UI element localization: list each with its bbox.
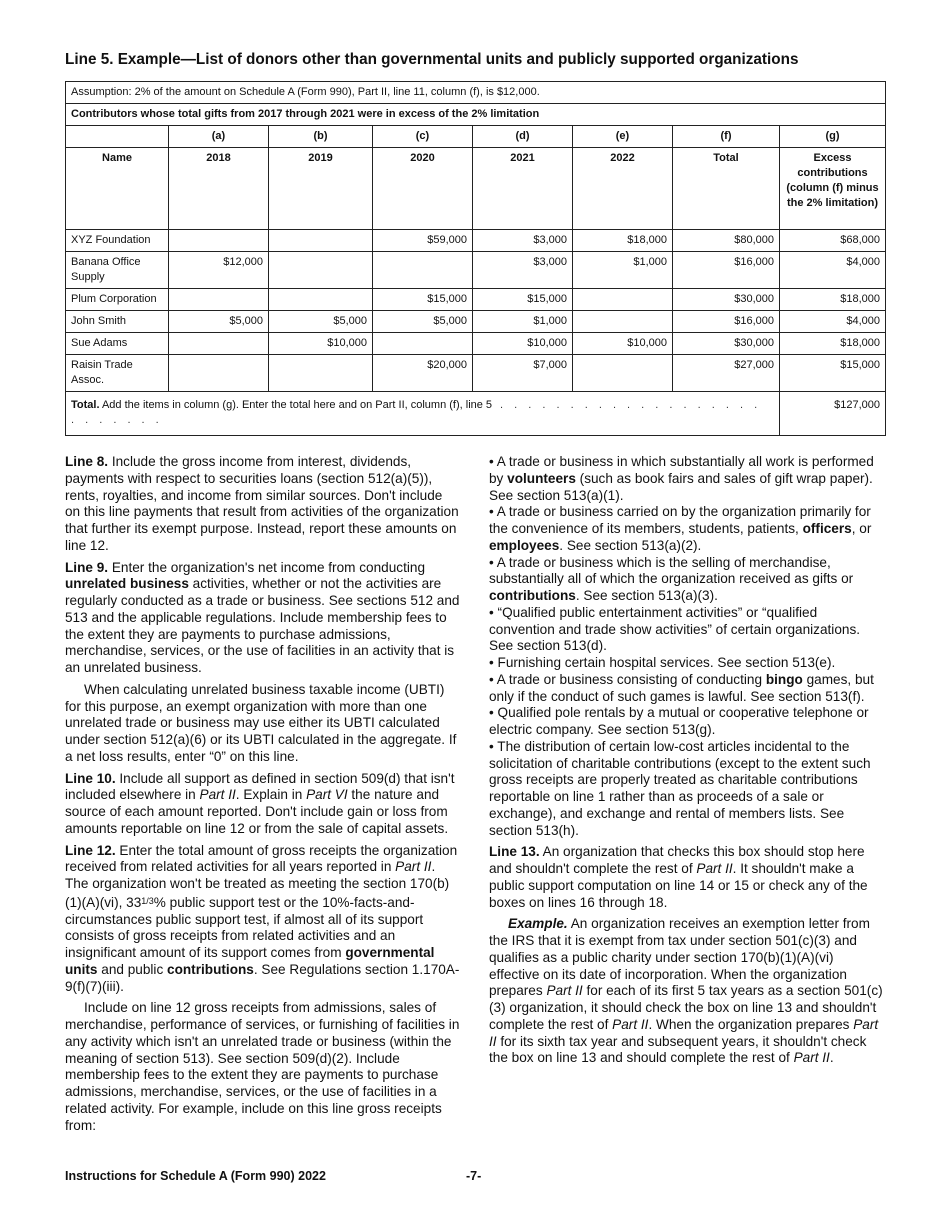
total-instructions: Add the items in column (g). Enter the total here and on Part II, column (f), line 5 [99,399,493,411]
footer-page-number: -7- [466,1169,482,1183]
amount-cell: $15,000 [373,289,473,311]
bold-term: employees [489,537,560,553]
text-run: . It shouldn't make a public support computation on line 14 or 15 or check any of the boxes on lines 16 through 18. [489,861,868,910]
italic-ref: Part II [612,1016,649,1032]
text-run: , or [851,521,872,536]
amount-cell: $18,000 [780,289,886,311]
column-header: Name [66,148,169,230]
amount-cell [169,355,269,392]
italic-ref: Part II [489,1016,879,1049]
column-header-row [66,148,886,230]
bullet-item [489,454,885,504]
bold-term: officers [802,521,852,536]
bullet-item [489,705,885,739]
column-letter: (c) [373,126,473,148]
text-run: An organization receives an exemption letter from the IRS that it is exempt from tax under section 501(c)(3) and qualifies as a public charity under section 170(b)(1)(A)(vi) effective on its date of incorporation. When the organization prepares [489,916,870,999]
column-header: Excess contributions (column (f) minus the 2% limitation) [780,148,886,230]
amount-cell: $16,000 [673,252,780,289]
amount-cell: $5,000 [373,311,473,333]
text-run: . The organization won't be treated as meeting the section 170(b)(1)(A)(vi), 33 [65,859,450,910]
text-run: Include all support as defined in section 509(d) that isn't included elsewhere in [65,770,455,803]
text-run: • Qualified pole rentals by a mutual or cooperative telephone or electric company. See section 513(g). [489,705,869,737]
text-run: . When the organization prepares [648,1016,854,1032]
text-run: When calculating unrelated business taxable income (UBTI) for this purpose, an exempt organization with more than one unrelated trade or business may use either its UBTI calculated under section 512(a)(6) or its UBTI calculated in the aggregate. If a net loss results, enter “0” on this line. [65,681,457,764]
text-run: . See section 513(a)(3). [575,588,718,603]
amount-cell [373,333,473,355]
amount-cell: $7,000 [473,355,573,392]
amount-cell: $80,000 [673,230,780,252]
column-header: 2021 [473,148,573,230]
text-run: % public support test or the 10%-facts-and-circumstances public support test, if almost all of its support consists of gross receipts from related activities and an insignificant amount of its support comes from [65,894,424,960]
contributors-heading: Contributors whose total gifts from 2017 through 2021 were in excess of the 2% limitation [66,104,886,126]
column-letter: (b) [269,126,373,148]
donors-example-table [65,81,886,436]
bullet-item [489,739,885,840]
text-run: • Furnishing certain hospital services. See section 513(e). [489,655,836,670]
text-run: games, but only if the conduct of such games is lawful. See section 513(f). [489,671,874,704]
empty-cell [66,126,169,148]
text-run: activities, whether or not the activities are regularly conducted as a trade or business. See sections 512 and 513 and the applicable regulations. Include membership fees to the extent they are payments to purchase admissions, merchandise, services, or the use of facilities in an activity that is an unrelated business. [65,576,460,675]
amount-cell: $18,000 [573,230,673,252]
donor-name-cell: Banana Office Supply [66,252,169,289]
amount-cell: $68,000 [780,230,886,252]
leader-dots: . . . . . . . . . . . . . . . . . . . . . . . . . . [71,399,762,426]
column-header: 2019 [269,148,373,230]
amount-cell [373,252,473,289]
amount-cell: $59,000 [373,230,473,252]
text-run: • “Qualified public entertainment activities” or “qualified convention and trade show activities” of certain organizations. See section 513(d). [489,604,861,654]
column-letter: (f) [673,126,780,148]
amount-cell: $4,000 [780,252,886,289]
donor-name-cell: Sue Adams [66,333,169,355]
amount-cell [573,311,673,333]
bullet-item [489,555,885,605]
text-run: Include on line 12 gross receipts from admissions, sales of merchandise, performance of services, or furnishing of facilities in any activity which isn't an unrelated trade or business (within the meaning of section 513). See section 509(d)(2). Include membership fees to the extent they are payments to purchase admissions, merchandise, services, or the use of facilities in a related activity. For example, include on this line gross receipts from: [65,1000,460,1133]
paragraph [489,916,885,1067]
bold-term: Line 10. [65,770,116,786]
fraction: 1/3 [141,895,154,906]
amount-cell: $3,000 [473,230,573,252]
column-header: 2018 [169,148,269,230]
amount-cell [269,355,373,392]
italic-ref: Part II [395,859,432,875]
total-label: Total. [71,399,100,411]
footer-document-title: Instructions for Schedule A (Form 990) 2022 [65,1169,326,1183]
text-run: • A trade or business carried on by the organization primarily for the convenience of its members, students, patients, [489,504,871,536]
bold-term: volunteers [507,470,576,486]
text-run: Include the gross income from interest, dividends, payments with respect to securities loans (section 512(a)(5)), rents, royalties, and income from similar sources. Don't include on this line payments that result from activities of the organization that further its exempt purpose. Instead, report these amounts on line 12. [65,454,459,553]
text-run: and public [97,961,168,977]
assumption-note: Assumption: 2% of the amount on Schedule A (Form 990), Part II, line 11, column (f), is $12,000. [66,82,886,104]
amount-cell [269,230,373,252]
total-value: $127,000 [780,392,886,436]
bold-term: contributions [489,588,576,603]
italic-ref: Part II [199,787,236,803]
amount-cell: $3,000 [473,252,573,289]
bullet-item [489,655,885,672]
amount-cell: $12,000 [169,252,269,289]
bold-term: Line 13. [489,844,540,860]
section-title: Line 5. Example—List of donors other than governmental units and publicly supported organizations [65,51,799,68]
text-run: • A trade or business in which substantially all work is performed by [489,454,874,486]
amount-cell: $1,000 [473,311,573,333]
table-row [66,311,886,333]
table-row [66,289,886,311]
amount-cell: $30,000 [673,333,780,355]
bullet-item [489,504,885,554]
amount-cell: $10,000 [473,333,573,355]
amount-cell: $27,000 [673,355,780,392]
column-letter: (a) [169,126,269,148]
text-run: An organization that checks this box should stop here and shouldn't complete the rest of [489,844,865,876]
table-row [66,230,886,252]
total-label-cell [66,392,780,436]
amount-cell [269,289,373,311]
amount-cell [573,289,673,311]
amount-cell: $1,000 [573,252,673,289]
amount-cell [269,252,373,289]
text-run: . Explain in [235,787,307,803]
total-row [66,392,886,436]
paragraph [65,843,461,996]
amount-cell: $20,000 [373,355,473,392]
text-run: the nature and source of each amount reported. Don't include gain or loss from amounts reportable on line 12 or from the sale of capital assets. [65,787,449,836]
text-run: for its sixth tax year and subsequent years, it shouldn't check the box on line 13 and should complete the rest of [489,1033,867,1066]
bold-term: bingo [765,671,803,687]
italic-ref: Part II [793,1050,830,1066]
text-run: (such as book fairs and sales of gift wrap paper). See section 513(a)(1). [489,470,873,503]
column-letter: (g) [780,126,886,148]
amount-cell [169,333,269,355]
paragraph [489,844,885,911]
donor-name-cell: Raisin Trade Assoc. [66,355,169,392]
italic-ref: Part II [696,861,733,876]
amount-cell [169,230,269,252]
text-run: . See section 513(a)(2). [559,537,702,553]
text-run: Enter the organization's net income from conducting [108,559,425,575]
text-run: . See Regulations section 1.170A-9(f)(7)(iii). [65,961,460,994]
bullet-item [489,672,885,706]
bold-term: Line 12. [65,842,116,858]
amount-cell [573,355,673,392]
bold-term: Line 8. [65,454,109,469]
amount-cell: $16,000 [673,311,780,333]
amount-cell: $30,000 [673,289,780,311]
amount-cell [169,289,269,311]
amount-cell: $4,000 [780,311,886,333]
paragraph [65,560,461,677]
right-column [489,454,885,1072]
column-header: 2022 [573,148,673,230]
bold-term: Example. [508,916,568,932]
column-header: 2020 [373,148,473,230]
bullet-item [489,605,885,655]
bold-term: governmental units [65,945,435,977]
column-letter: (e) [573,126,673,148]
italic-ref: Part VI [306,787,348,803]
donor-name-cell: John Smith [66,311,169,333]
bold-term: Line 9. [65,559,109,575]
paragraph [65,682,461,766]
amount-cell: $5,000 [269,311,373,333]
text-run: • A trade or business consisting of conducting [489,671,766,687]
amount-cell: $10,000 [269,333,373,355]
table-row [66,355,886,392]
donor-name-cell: Plum Corporation [66,289,169,311]
amount-cell: $5,000 [169,311,269,333]
column-header: Total [673,148,780,230]
paragraph [65,771,461,838]
text-run: for each of its first 5 tax years as a section 501(c)(3) organization, it should check the box on line 13 and shouldn't complete the rest of [489,983,883,1032]
amount-cell: $18,000 [780,333,886,355]
table-row [66,252,886,289]
bold-term: contributions [167,961,254,977]
left-column [65,454,461,1139]
column-letter: (d) [473,126,573,148]
column-letters-row [66,126,886,148]
paragraph [65,1000,461,1134]
italic-ref: Part II [546,983,583,999]
amount-cell: $15,000 [473,289,573,311]
text-run: • The distribution of certain low-cost articles incidental to the solicitation of charitable contributions (except to the extent such gross receipts are properly treated as charitable contributions reportable on line 1 rather than as proceeds of a sale or exchange), and exchange and rental of members lists. See section 513(h). [489,738,871,838]
bold-term: unrelated business [65,576,189,592]
text-run: • A trade or business which is the selling of merchandise, substantially all of which the organization received as gifts or [489,554,854,587]
text-run: Enter the total amount of gross receipts the organization received from related activities for all years reported in [65,842,458,875]
amount-cell: $10,000 [573,333,673,355]
text-run: . [829,1050,834,1066]
amount-cell: $15,000 [780,355,886,392]
table-row [66,333,886,355]
donor-name-cell: XYZ Foundation [66,230,169,252]
paragraph [65,454,461,555]
